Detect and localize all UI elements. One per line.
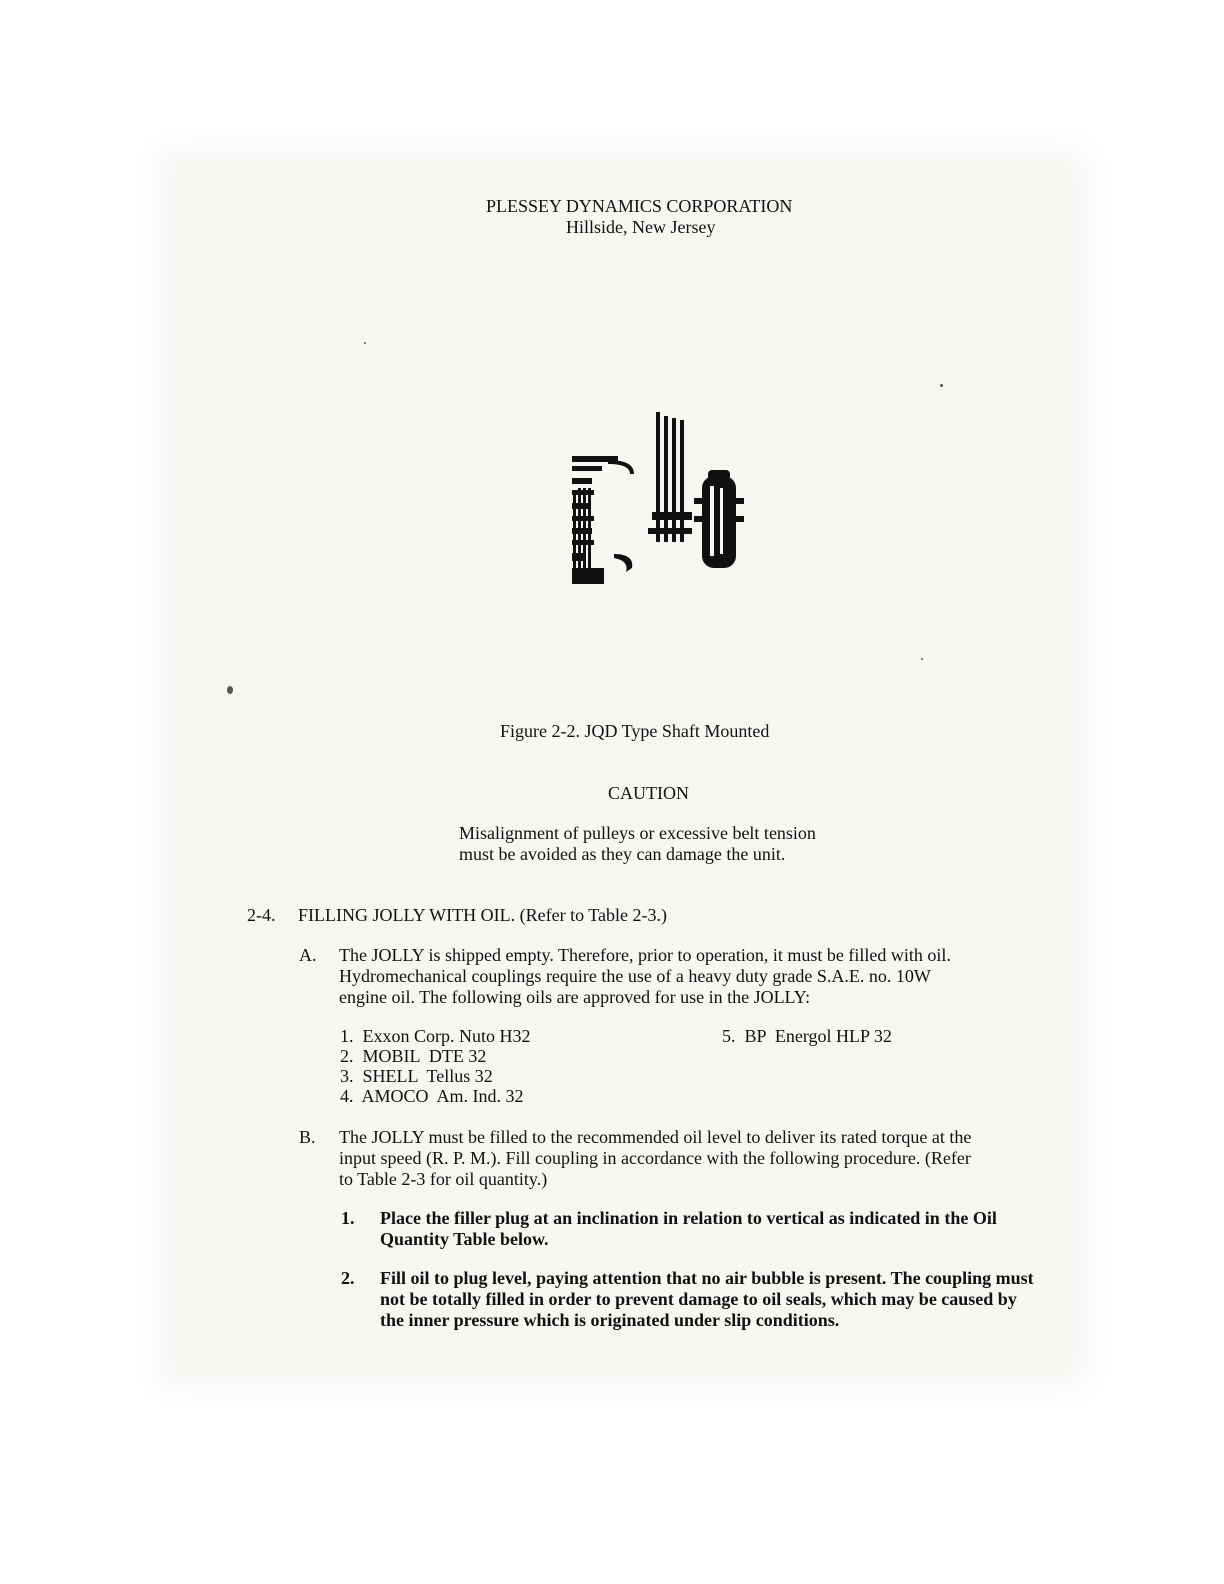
paragraph-letter: A. <box>299 945 317 965</box>
paragraph-line: The JOLLY must be filled to the recommended oil level to deliver its rated torque at the <box>339 1127 972 1147</box>
caution-line: must be avoided as they can damage the unit. <box>459 844 786 864</box>
oil-list-item: 3. SHELL Tellus 32 <box>340 1066 493 1086</box>
company-location: Hillside, New Jersey <box>566 217 716 237</box>
step-number: 2. <box>341 1268 355 1288</box>
oil-list-item: 1. Exxon Corp. Nuto H32 <box>340 1026 531 1046</box>
shaft-mounted-coupling-photo-icon <box>568 408 746 590</box>
step-line: the inner pressure which is originated under slip conditions. <box>380 1310 840 1330</box>
step-line: not be totally filled in order to prevent damage to oil seals, which may be caused by <box>380 1289 1017 1309</box>
step-text <box>380 1268 1034 1331</box>
paragraph-line: Hydromechanical couplings require the use of a heavy duty grade S.A.E. no. 10W <box>339 966 931 986</box>
company-name: PLESSEY DYNAMICS CORPORATION <box>486 196 793 216</box>
paragraph-line: The JOLLY is shipped empty. Therefore, prior to operation, it must be filled with oil. <box>339 945 951 965</box>
oil-list-item: 4. AMOCO Am. Ind. 32 <box>340 1086 524 1106</box>
paragraph-line: input speed (R. P. M.). Fill coupling in accordance with the following procedure. (Refer <box>339 1148 971 1168</box>
oil-list-item: 5. BP Energol HLP 32 <box>722 1026 892 1046</box>
section-number: 2-4. <box>247 905 276 925</box>
scan-speck <box>940 384 943 387</box>
paragraph-line: engine oil. The following oils are approved for use in the JOLLY: <box>339 987 811 1007</box>
paragraph-a-text <box>339 945 951 1008</box>
step-line: Quantity Table below. <box>380 1229 549 1249</box>
figure-caption: Figure 2-2. JQD Type Shaft Mounted <box>500 721 770 741</box>
paragraph-letter: B. <box>299 1127 316 1147</box>
caution-heading: CAUTION <box>608 783 689 803</box>
step-number: 1. <box>341 1208 355 1228</box>
step-text <box>380 1208 997 1250</box>
paragraph-line: to Table 2-3 for oil quantity.) <box>339 1169 548 1189</box>
step-line: Place the filler plug at an inclination in relation to vertical as indicated in the Oil <box>380 1208 997 1228</box>
paragraph-b-text <box>339 1127 971 1190</box>
scan-speck <box>921 658 923 660</box>
caution-text <box>459 823 816 865</box>
section-title: FILLING JOLLY WITH OIL. (Refer to Table 2-3.) <box>298 905 667 925</box>
oil-list-item: 2. MOBIL DTE 32 <box>340 1046 487 1066</box>
scan-speck <box>227 686 233 694</box>
caution-line: Misalignment of pulleys or excessive belt tension <box>459 823 816 843</box>
scan-speck <box>364 342 366 344</box>
step-line: Fill oil to plug level, paying attention that no air bubble is present. The coupling must <box>380 1268 1034 1288</box>
